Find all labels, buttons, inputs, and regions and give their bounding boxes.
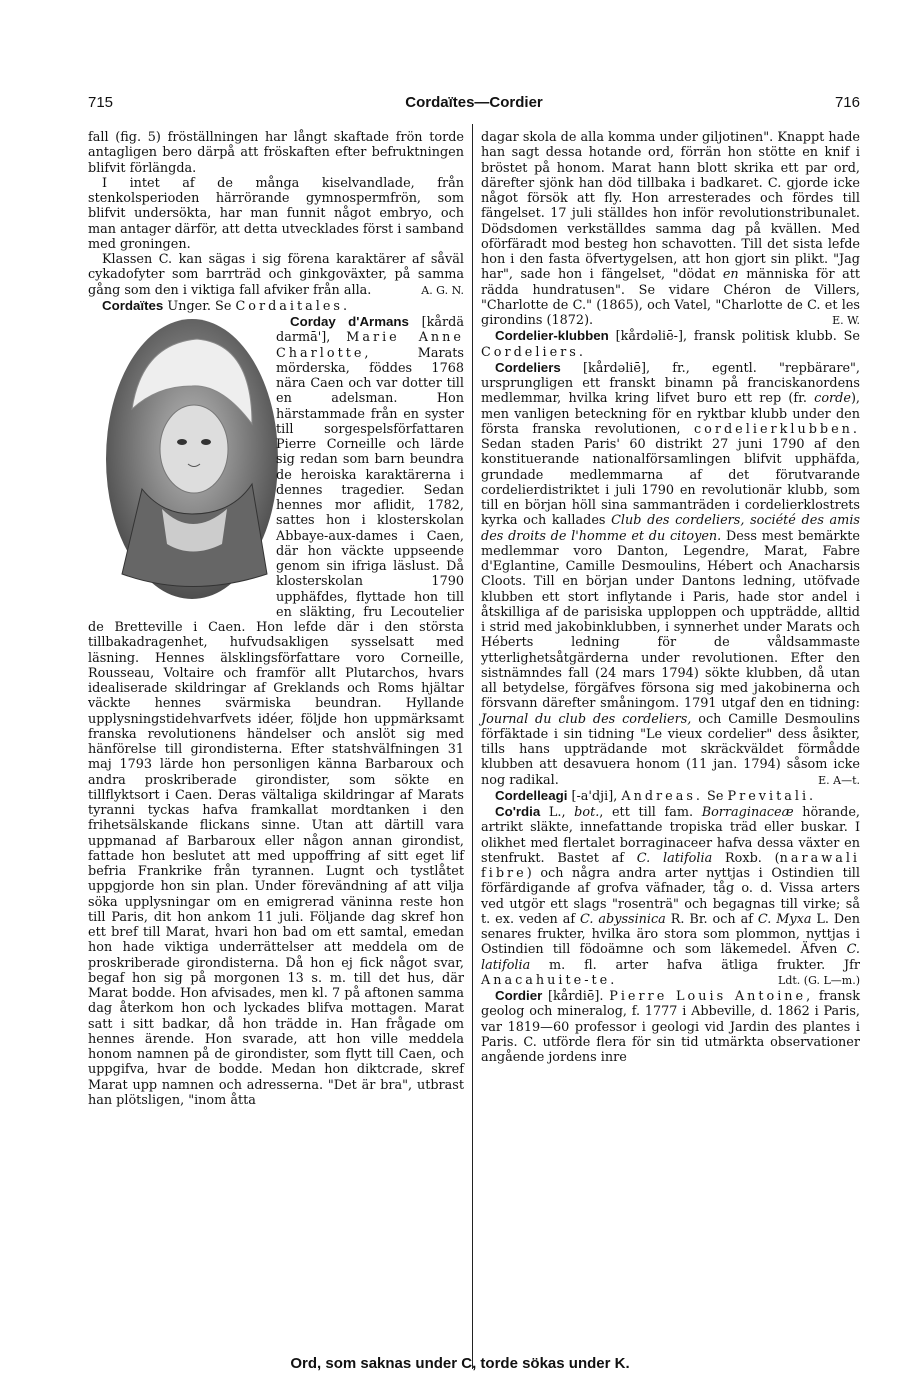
paragraph: I intet af de många kiselvandlade, från stenkolsperioden härrörande gymnospermfrön, som blifvit undersökta, har man funnit något embryo, och man antager därför, att detta utvecklades först i samband med groningen. [88,175,464,252]
entry-text: Roxb. ( [712,850,780,866]
entry-text: [kårdəliē], fr., egentl. "repbärare", ursprungligen ett franskt binamn på franciskanordens medlemmar, hvilka kring lifvet buro ett rep (fr. [481,360,860,407]
right-column [481,130,860,1065]
author-signature: A. G. N. [421,283,464,297]
pronunciation: [kårdiē]. [542,989,610,1004]
spaced-text: narawali fibre [481,850,861,881]
paragraph [88,252,464,298]
headword: Co'rdia [495,804,541,819]
entry-text: Sedan staden Paris' 60 distrikt 27 juni 1790 af den konstituerande nationalförsamlingen blifvit upphäfda, grundade medlemmarna af det förutvarande cordelierdistriktet i juli 1790 en revolutionär klubb, som till en början höll sina sammanträden i cordelierklostrets kyrka och kallades [481,437,860,529]
cross-reference: Cordeliers. [481,344,586,360]
person-name: Marie Anne Charlotte, [276,330,464,361]
entry-cordia [481,804,860,988]
column-divider [472,124,473,1369]
entry-cordier [481,988,860,1065]
author-signature: E. A—t. [818,773,860,787]
headword: Cordelier-klubben [495,328,609,344]
entry-cordeliers [481,360,860,788]
portrait-image [88,314,268,604]
entry-text: Se [702,788,728,804]
italic-text: Club des cordeliers, société des amis des droits de l'homme et du citoyen. [481,513,860,544]
entry-text: m. fl. arter hafva ätliga frukter. Jfr [530,957,860,973]
footer-note: Ord, som saknas under C, torde sökas under K. [290,1355,630,1372]
headword: Cordier [495,988,543,1003]
entry-text: dagar skola de alla komma under giljotinen". Knappt hade han sagt dessa hotande ord, förrän hon stötte en knif i bröstet på honom. Marat hann blott skrika ett par ord, därefter sjönk han död tillbaka i badkaret. C. gjorde icke något försök att fly. Hon arresterades och fördes till fängelset. 17 juli ställdes hon inför revolutionstribunalet. Dödsdomen verkställdes samma dag på kvällen. Med oförfäradt mod besteg hon schavotten. Till det sista lefde hon i den fasta öfvertygelsen, att hon gjort sin plikt. "Jag har", sade hon i fängelset, "dödat [481,130,860,283]
cross-reference: Cordaitales. [235,298,351,314]
entry-text: [-a'dji], [567,788,622,804]
headword: Cordeliers [495,359,561,375]
italic-text: C. abyssinica [580,911,666,927]
entry-text: ) och några andra arter nyttjas i Ostindien till förfärdigande af grofva väfnader, tåg o. d. Vissa arters ved utgör ett slags "rosenträ" och begagnas till virke; så t. ex. veden af [481,866,860,927]
entry-text: hörande, artrikt släkte, innefattande tropiska träd eller buskar. I olikhet med flertalet borraginaceer hafva dessa växter en stenfrukt. Bastet af [481,805,861,866]
entry-text: fransk geolog och mineralog, f. 1777 i Abbeville, d. 1862 i Paris, var 1819—60 professor i geologi vid Jardin des plantes i Paris. C. utförde flera för sin tid utmärkta observationer angående jordens inre [481,989,860,1065]
entry-text: , ett till fam. [599,805,702,820]
paragraph-text: Klassen C. kan sägas i sig förena karaktärer af såväl cykadofyter som barrträd och ginkgoväxter, på samma gång som den i viktiga fall afviker från alla. [88,252,464,298]
page-number-left: 715 [88,94,114,111]
cross-reference: Anacahuite-te. [481,972,618,988]
headword: Corday d'Armans [290,314,409,329]
page-header [88,94,860,116]
entry-text: Marats mörderska, föddes 1768 nära Caen och var dotter till en adelsman. Hon härstammade från en syster till sorgespelsförfattaren Pierre Corneille och lärde sig redan som barn beundra de heroiska karaktärerna i dennes tragedier. Sedan hennes mor aflidit, 1782, sattes hon i klosterskolan Abbaye-aux-dames i Caen, där hon väckte uppseende genom sin ifriga läslust. Då klosterskolan 1790 upphäfdes, flyttade hon till en släkting, fru Lecoutelier de Bretteville i Caen. Hon lefde där i den största tillbakadragenhet, hufvudsakligen sysselsatt med läsning. Hennes älsklingsförfattare voro Corneille, Rousseau, Voltaire och framför allt Plutarchos, hvars idealiserade skildringar af Greklands och Roms hjältar väckte hennes svärmiska beundran. Hyllande upplysningstidehvarfvets idéer, följde hon uppmärksamt franska revolutionens händelser och anslöt sig med hänförelse till girondisterna. Efter statshvälfningen 31 maj 1793 lärde hon personligen känna Barbaroux och andra proskriberade girondister, som sökte en tillflyktsort i Caen. Deras vältaliga skildringar af Marats tyranni tyckas hafva framkallat mordtanken i den frihetsälskande flickans sinne. Utan att därtill vara uppmanad af Barbaroux eller någon annan girondist, fattade hon beslutet att med uppoffring af sitt eget lif befria Frankrike från tyrannen. Lugnt och tystlåtet uppgjorde hon sin plan. Under förevändning af att vilja söka upplysningar om en emigrerad väninna reste hon till Paris, dit hon ankom 11 juli. Följande dag skref hon ett bref till Marat, hvari hon bad om ett samtal, emedan hon hade viktiga underrättelser att meddela om de proskriberade girondisterna. Då hon ej fick något svar, begaf hon sig på morgonen 13 s. m. till det hus, där Marat bodde. Hon afvisades, men kl. 7 på aftonen samma dag återkom hon och lyckades blifva mottagen. Marat satt i sitt badkar, då hon trädde in. Han frågade om hennes ärende. Hon svarade, att hon ville meddela honom namnen på de girondister, som flytt till Caen, och uppgifva, hvar de bodde. Medan hon diktcrade, skref Marat upp namnen och adresserna. "Det är bra", utbrast han plötsligen, "inom åtta [88,345,464,1108]
italic-text: C. Myxa [757,911,812,927]
entry-text: R. Br. och af [665,911,758,927]
italic-text: corde [814,391,851,407]
entry-continuation [481,130,860,328]
spaced-text: cordelierklubben. [694,421,860,437]
headword: Cordelleagi [495,787,568,803]
entry-text: L., [540,805,575,820]
headword: Cordaïtes [102,297,164,313]
italic-text: Borraginaceæ [701,805,794,820]
entry-cordelier-klubben [481,328,860,360]
entry-corday [88,314,464,1108]
author-signature: Ldt. (G. L—m.) [778,973,860,987]
entry-text: [kårdəliē-], fransk politisk klubb. Se [608,329,860,345]
entry-cordaites [88,298,464,314]
running-head: Cordaïtes—Cordier [405,94,543,111]
entry-text: L. Den senares frukter, hvilka äro stora som plommon, nyttjas i Ostindien till födoämne och som läkemedel. Äfven [481,911,860,958]
author-signature: E. W. [832,314,860,327]
paragraph: fall (fig. 5) fröställningen har långt skaftade frön torde antagligen bero därpå att fröskaften efter befruktningen blifvit förlängda. [88,130,464,176]
person-name: Pierre Louis Antoine, [609,989,814,1004]
pronunciation: [kårdä darmā'], [276,315,464,346]
italic-text: en [722,267,739,283]
entry-text: Dess mest bemärkte medlemmar voro Danton, Legendre, Marat, Fabre d'Eglantine, Camille Desmoulins, Hébert och Anacharsis Cloots. Till en början under Dantons ledning, utöfvade klubben ett stort inflytande i Paris, hade stor andel i åtskilliga af de parisiska upploppen och uppträdde, alltid i strid med jakobinklubben, i synnerhet under Marats och Héberts ledning för de våldsammaste ytterlighetsåtgärderna under revolutionen. Efter den sistnämndes fall (24 mars 1794) sökte klubben, då utan all betydelse, förgäfves försona sig med jakobinerna och försvann därefter småningom. 1791 utgaf den en tidning: [481,528,860,712]
entry-text: Unger. Se [163,298,236,314]
entry-text: och Camille Desmoulins förfäktade i sin tidning "Le vieux cordelier" dess åsikter, tills hans uppträdande mot skräckväldet förmådde klubben att desavuera honom (11 jan. 1794) såsom icke nog radikal. [481,711,860,788]
italic-text: Journal du club des cordeliers, [481,711,692,727]
italic-text: C. latifolia [481,942,860,973]
entry-text: människa för att rädda hundratusen". Se vidare Chéron de Villers, "Charlotte de C." (1865), och Vatel, "Charlotte de C. et les girondins (1872). [481,267,861,328]
entry-cordelleagi [481,788,860,804]
italic-text: bot. [574,805,600,820]
entry-text: ), men vanligen beteckning för en ryktbar klubb under den första franska revolutionen, [481,391,860,437]
person-name: Andreas. [621,788,703,804]
page-number-right: 716 [834,94,860,111]
left-column [88,130,464,1108]
italic-text: C. latifolia [636,850,713,866]
cross-reference: Previtali. [727,788,817,804]
